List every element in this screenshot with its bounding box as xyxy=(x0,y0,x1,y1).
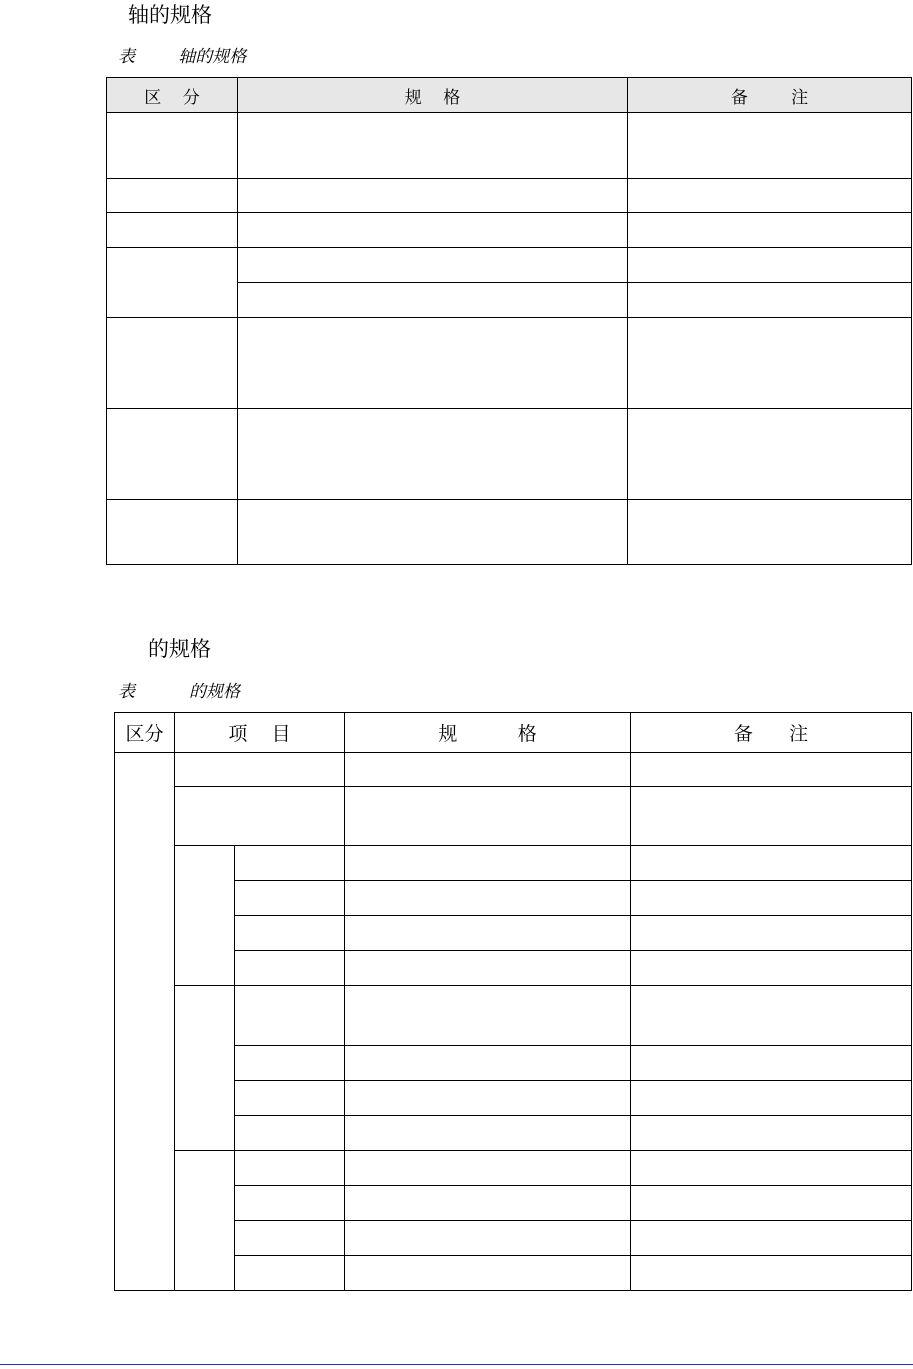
spec-table xyxy=(114,712,912,1291)
table-row xyxy=(115,1256,912,1291)
table-row xyxy=(115,1116,912,1151)
table-row xyxy=(115,846,912,881)
page-footer-rule xyxy=(0,1364,913,1365)
table-row xyxy=(107,248,912,283)
header-item: 项 目 xyxy=(175,713,345,753)
section1-heading: 轴的规格 xyxy=(128,3,212,27)
header-category: 区 分 xyxy=(107,78,238,113)
table-row xyxy=(107,179,912,213)
header-category: 区分 xyxy=(115,713,175,753)
section2-heading: 的规格 xyxy=(148,637,211,661)
table-row xyxy=(115,916,912,951)
header-spec: 规 格 xyxy=(238,78,628,113)
table-row xyxy=(107,213,912,248)
header-remark: 备 注 xyxy=(631,713,912,753)
table-row xyxy=(107,113,912,179)
table-row xyxy=(107,500,912,565)
table-row xyxy=(115,753,912,787)
section1-caption: 表 轴的规格 xyxy=(118,47,247,67)
table-row xyxy=(115,1081,912,1116)
header-spec: 规 格 xyxy=(345,713,631,753)
table-header-row xyxy=(115,713,912,753)
section2-caption: 表 的规格 xyxy=(118,682,241,702)
shaft-spec-table xyxy=(106,77,912,565)
table-row xyxy=(115,1046,912,1081)
table-row xyxy=(115,986,912,1046)
table-row xyxy=(115,1186,912,1221)
table-row xyxy=(107,318,912,409)
table-row xyxy=(107,409,912,500)
table-row xyxy=(115,881,912,916)
table-row xyxy=(115,1221,912,1256)
table-row xyxy=(115,951,912,986)
table-row xyxy=(115,787,912,846)
table-row xyxy=(115,1151,912,1186)
header-remark: 备 注 xyxy=(628,78,912,113)
table-header-row xyxy=(107,78,912,113)
